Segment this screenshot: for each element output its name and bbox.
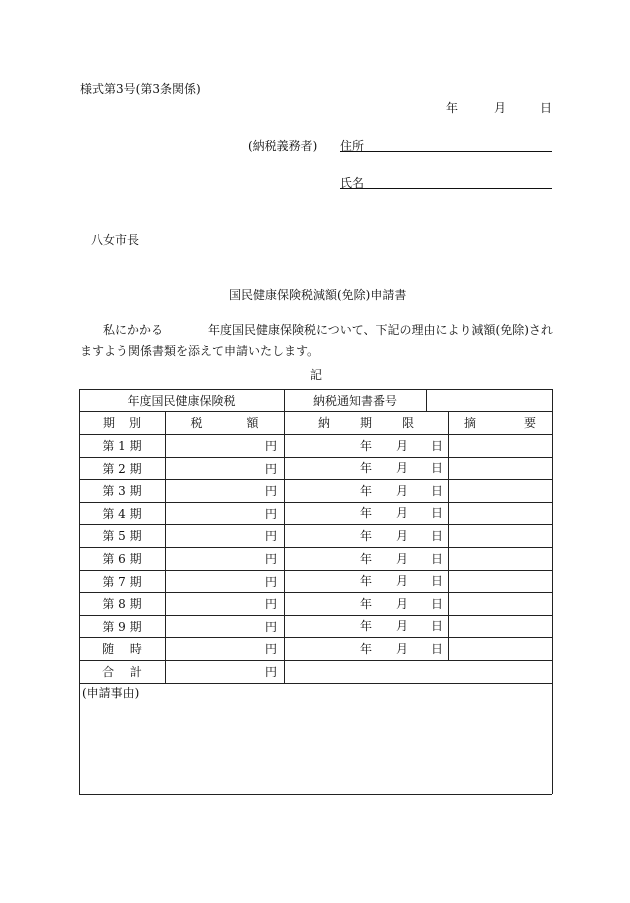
yen-unit: 円 [264, 574, 277, 589]
fiscal-year-label: 年度国民健康保険税 [127, 393, 236, 408]
period-label: 第 6 期 [102, 552, 142, 566]
header-period-char: 期 [102, 416, 115, 430]
header-due-char: 期 [359, 416, 372, 430]
header-remarks [448, 411, 552, 434]
col-rule [448, 411, 449, 660]
due-month: 月 [396, 642, 409, 656]
body-line1-prefix: 私にかかる [103, 323, 164, 337]
header-due-char: 納 [317, 416, 330, 430]
header-tax-amount [165, 411, 284, 434]
due-year: 年 [360, 552, 373, 566]
table-bottom-border [79, 794, 552, 795]
yen-unit: 円 [264, 439, 277, 453]
col-rule [284, 411, 285, 683]
due-year: 年 [360, 574, 373, 588]
period-label: 第 5 期 [102, 529, 142, 543]
due-month: 月 [396, 597, 409, 611]
due-year: 年 [360, 461, 373, 475]
header-remarks-char: 要 [524, 416, 537, 430]
header-period [79, 411, 165, 434]
due-month: 月 [396, 484, 409, 498]
header-period-char: 別 [129, 416, 142, 430]
form-number: 様式第3号(第3条関係) [80, 82, 201, 96]
due-year: 年 [360, 642, 373, 656]
yen-unit: 円 [264, 552, 277, 566]
period-label: 第 3 期 [102, 484, 142, 498]
yen-unit: 円 [264, 642, 277, 656]
due-day: 日 [431, 642, 444, 656]
yen-unit: 円 [264, 619, 277, 634]
due-day: 日 [431, 574, 444, 588]
period-label: 第 2 期 [102, 461, 142, 476]
due-year: 年 [360, 439, 373, 453]
date-month-label: 月 [494, 101, 507, 115]
ki-heading: 記 [310, 368, 323, 382]
header-due-date [284, 411, 448, 434]
header-due-char: 限 [402, 416, 415, 430]
body-line2: ますよう関係書類を添えて申請いたします。 [80, 344, 320, 358]
header-tax-char: 税 [190, 416, 203, 430]
reason-label: (申請事由) [82, 686, 140, 700]
due-year: 年 [360, 484, 373, 498]
document-title: 国民健康保険税減額(免除)申請書 [229, 288, 407, 302]
header-remarks-char: 摘 [463, 416, 476, 430]
period-label: 第 8 期 [102, 597, 142, 611]
period-label: 第 4 期 [102, 506, 142, 521]
due-day: 日 [431, 484, 444, 498]
period-label: 第 7 期 [102, 574, 142, 589]
yen-unit: 円 [264, 597, 277, 611]
yen-unit: 円 [264, 484, 277, 498]
header-tax-char: 額 [246, 416, 259, 430]
total-label: 合 計 [102, 665, 142, 679]
due-day: 日 [431, 529, 444, 543]
due-month: 月 [396, 574, 409, 588]
name-label: 氏名 [340, 176, 365, 190]
table-right-border [552, 389, 553, 794]
due-month: 月 [396, 619, 409, 633]
due-year: 年 [360, 597, 373, 611]
address-label: 住所 [340, 139, 365, 153]
notice-number-label: 納税通知書番号 [312, 393, 397, 408]
due-day: 日 [431, 439, 444, 453]
taxpayer-role-label: (納税義務者) [248, 139, 318, 153]
period-label: 第 9 期 [102, 619, 142, 634]
due-year: 年 [360, 506, 373, 520]
body-line1-rest: 年度国民健康保険税について、下記の理由により減額(免除)され [208, 323, 553, 337]
due-month: 月 [396, 461, 409, 475]
period-label: 第 1 期 [102, 439, 142, 453]
due-day: 日 [431, 597, 444, 611]
due-month: 月 [396, 552, 409, 566]
due-day: 日 [431, 506, 444, 520]
yen-unit: 円 [264, 506, 277, 521]
due-month: 月 [396, 529, 409, 543]
total-yen-unit: 円 [264, 665, 277, 679]
yen-unit: 円 [264, 529, 277, 543]
due-month: 月 [396, 439, 409, 453]
date-day-label: 日 [540, 101, 553, 115]
notice-number-field[interactable] [426, 389, 552, 411]
due-day: 日 [431, 619, 444, 633]
row-rule [79, 683, 552, 684]
due-day: 日 [431, 461, 444, 475]
addressee: 八女市長 [91, 233, 140, 247]
period-label: 随 時 [102, 642, 142, 656]
date-year-label: 年 [446, 101, 459, 115]
reason-field[interactable] [80, 700, 551, 793]
due-year: 年 [360, 529, 373, 543]
due-day: 日 [431, 552, 444, 566]
yen-unit: 円 [264, 461, 277, 476]
due-year: 年 [360, 619, 373, 633]
due-month: 月 [396, 506, 409, 520]
